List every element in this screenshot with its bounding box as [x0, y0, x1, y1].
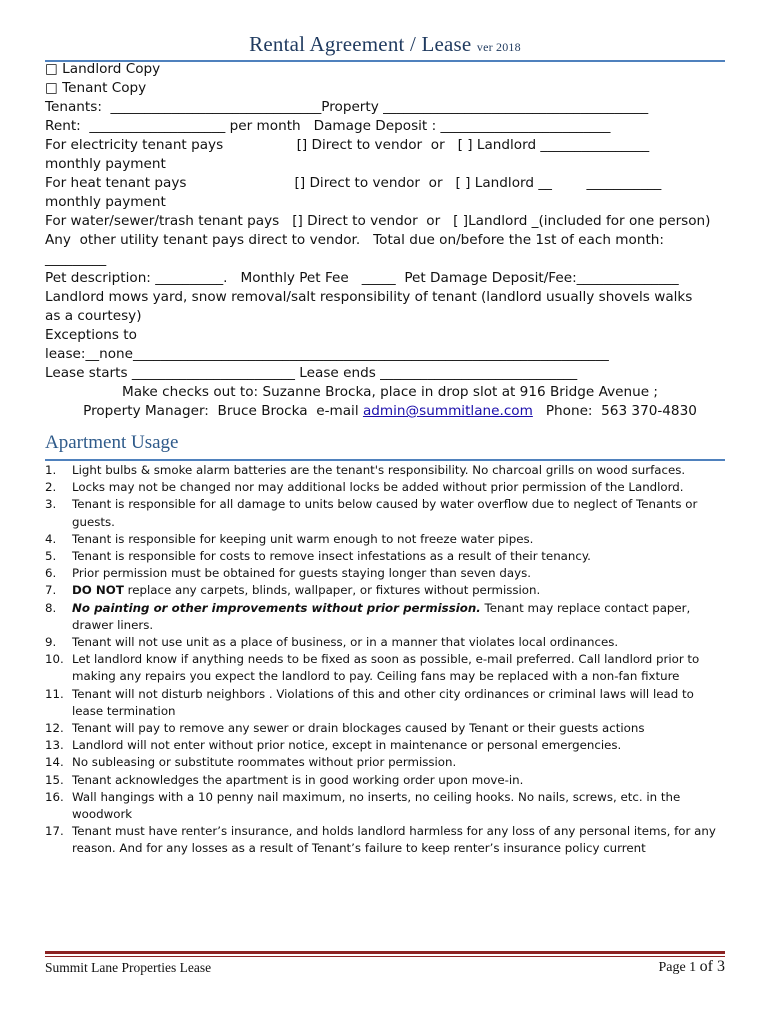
usage-rule-item	[45, 548, 725, 565]
rule-emphasis: DO NOT	[72, 583, 124, 598]
rule-text: Prior permission must be obtained for guests staying longer than seven days.	[72, 566, 531, 581]
rule-number: 5.	[45, 549, 57, 564]
footer-page-number	[658, 958, 725, 976]
rule-text: Light bulbs & smoke alarm batteries are the tenant's responsibility. No charcoal grills on wood surfaces.	[72, 463, 686, 477]
page-prefix: Page 1	[658, 960, 700, 975]
exceptions-cont: lease:__none______________________________________________________________________	[45, 346, 609, 362]
manager-line	[45, 402, 735, 421]
yard-snow-line: Landlord mows yard, snow removal/salt responsibility of tenant (landlord usually shovels walks	[45, 289, 693, 305]
rule-text: Landlord will not enter without prior notice, except in maintenance or personal emergencies.	[72, 738, 622, 753]
rule-text: Locks may not be changed nor may additional locks be added without prior permission of the Landlord.	[72, 480, 684, 495]
rule-number: 12.	[45, 721, 64, 736]
lease-dates-line: Lease starts ________________________ Lease ends _____________________________	[45, 365, 578, 381]
usage-rules-list	[45, 462, 725, 858]
usage-rule-item	[45, 789, 725, 823]
water-line: For water/sewer/trash tenant pays [] Direct to vendor or [ ]Landlord _(included for one person)	[45, 213, 711, 229]
rule-text: Wall hangings with a 10 penny nail maximum, no inserts, no ceiling hooks. No nails, screws, etc. in the woodwork	[72, 789, 681, 822]
rule-number: 6.	[45, 566, 57, 581]
other-utility-line: Any other utility tenant pays direct to vendor. Total due on/before the 1st of each month:	[45, 232, 664, 248]
rule-number: 3.	[45, 497, 57, 512]
usage-rule-item	[45, 600, 725, 634]
usage-rule-item	[45, 582, 725, 599]
usage-rule-item	[45, 720, 725, 737]
usage-rule-item	[45, 496, 725, 530]
usage-rule-item	[45, 634, 725, 651]
usage-rule-item	[45, 772, 725, 789]
usage-rule-item	[45, 754, 725, 771]
rule-text: Tenant is responsible for all damage to units below caused by water overflow due to neglect of Tenants or guests.	[72, 497, 698, 529]
usage-rule-item	[45, 651, 725, 685]
footer-divider-thick	[45, 951, 725, 954]
exceptions-line: Exceptions to	[45, 327, 137, 343]
rule-number: 4.	[45, 531, 57, 546]
page-title	[0, 32, 770, 57]
rule-number: 11.	[45, 686, 64, 701]
heat-line: For heat tenant pays [] Direct to vendor or [ ] Landlord __ ___________	[45, 175, 662, 191]
rule-number: 1.	[45, 463, 57, 477]
heat-cont: monthly payment	[45, 194, 166, 210]
footer-divider-thin	[45, 956, 725, 957]
title-text: Rental Agreement / Lease	[249, 32, 472, 56]
rule-number: 16.	[45, 789, 64, 804]
rule-number: 17.	[45, 824, 64, 839]
version-label: ver 2018	[476, 40, 521, 54]
rule-text: Tenant will pay to remove any sewer or drain blockages caused by Tenant or their guests actions	[72, 721, 645, 736]
apartment-usage-heading: Apartment Usage	[45, 432, 179, 453]
rule-number: 8.	[45, 600, 57, 615]
tenants-property-line: Tenants: _______________________________Property _______________________________________	[45, 99, 649, 115]
usage-rule-item	[45, 686, 725, 720]
manager-phone: Phone: 563 370-4830	[532, 403, 697, 419]
rule-text: Tenant will not disturb neighbors . Violations of this and other city ordinances or criminal laws will lead to lease termination	[72, 686, 694, 718]
other-utility-cont: _________	[45, 251, 107, 267]
rule-text: Tenant must have renter’s insurance, and holds landlord harmless for any loss of any personal items, for any reason. And for any losses as a result of Tenant’s failure to keep renter’s insurance policy current	[72, 824, 716, 856]
rule-number: 2.	[45, 480, 57, 495]
usage-rule-item	[45, 565, 725, 582]
usage-rule-item	[45, 462, 725, 479]
rule-number: 13.	[45, 738, 64, 753]
rule-number: 7.	[45, 583, 57, 598]
usage-rule-item	[45, 823, 725, 857]
usage-rule-item	[45, 737, 725, 754]
lease-fields	[45, 60, 735, 421]
rent-deposit-line: Rent: ____________________ per month Damage Deposit : _________________________	[45, 118, 611, 134]
landlord-copy-checkbox[interactable]: □ Landlord Copy	[45, 61, 161, 77]
footer-company: Summit Lane Properties Lease	[45, 960, 212, 975]
rule-text: Tenant is responsible for costs to remove insect infestations as a result of their tenancy.	[72, 549, 591, 564]
yard-snow-cont: as a courtesy)	[45, 308, 142, 324]
manager-email-link[interactable]: admin@summitlane.com	[362, 403, 533, 419]
rule-text: replace any carpets, blinds, wallpaper, or fixtures without permission.	[123, 583, 541, 598]
usage-divider	[45, 459, 725, 461]
rule-text: Tenant is responsible for keeping unit warm enough to not freeze water pipes.	[72, 531, 534, 546]
rule-text: Tenant may replace contact paper, drawer liners.	[72, 600, 691, 632]
rule-number: 15.	[45, 772, 64, 787]
pet-line: Pet description: __________. Monthly Pet Fee _____ Pet Damage Deposit/Fee:_______________	[45, 270, 679, 286]
electricity-line: For electricity tenant pays [] Direct to vendor or [ ] Landlord ________________	[45, 137, 650, 153]
rule-text: No subleasing or substitute roommates without prior permission.	[72, 755, 457, 770]
rule-emphasis: No painting or other improvements without prior permission.	[72, 600, 481, 615]
rule-number: 9.	[45, 635, 57, 650]
rule-text: Tenant acknowledges the apartment is in good working order upon move-in.	[72, 772, 524, 787]
electricity-cont: monthly payment	[45, 156, 166, 172]
rule-number: 10.	[45, 652, 64, 667]
rule-text: Tenant will not use unit as a place of business, or in a manner that violates local ordinances.	[72, 635, 619, 650]
rule-number: 14.	[45, 755, 64, 770]
checks-line: Make checks out to: Suzanne Brocka, place in drop slot at 916 Bridge Avenue ;	[121, 384, 658, 400]
page-suffix: of 3	[699, 958, 725, 975]
rule-text: Let landlord know if anything needs to be fixed as soon as possible, e-mail preferred. Call landlord prior to making any repairs you expect the landlord to pay. Ceiling fans may be replaced with a non-fan fixture	[72, 652, 700, 684]
tenant-copy-checkbox[interactable]: □ Tenant Copy	[45, 80, 147, 96]
usage-rule-item	[45, 531, 725, 548]
manager-prefix: Property Manager: Bruce Brocka e-mail	[83, 403, 363, 419]
usage-rule-item	[45, 479, 725, 496]
